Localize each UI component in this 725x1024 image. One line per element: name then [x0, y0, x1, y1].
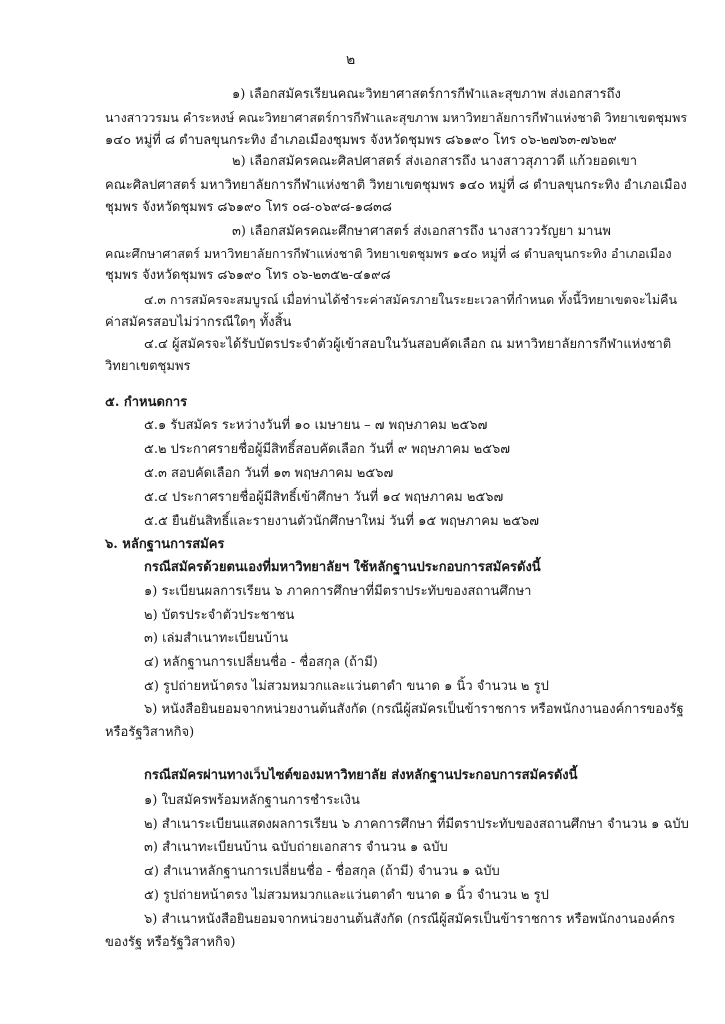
document-item: ๒) สำเนาระเบียนแสดงผลการเรียน ๖ ภาคการศึกษา ที่มีตราประทับของสถานศึกษา จำนวน ๑ ฉบับ	[144, 817, 689, 832]
schedule-item: ๕.๕ ยืนยันสิทธิ์และรายงานตัวนักศึกษาใหม่ วันที่ ๑๕ พฤษภาคม ๒๕๖๗	[144, 514, 540, 529]
document-item: ๖) สำเนาหนังสือยินยอมจากหน่วยงานต้นสังกัด (กรณีผู้สมัครเป็นข้าราชการ หรือพนักงานองค์กร	[144, 912, 675, 927]
section-6-heading: ๖. หลักฐานการสมัคร	[105, 537, 225, 552]
item-4-3-line-1: ๔.๓ การสมัครจะสมบูรณ์ เมื่อท่านได้ชำระค่าสมัครภายในระยะเวลาที่กำหนด ทั้งนี้วิทยาเขตจะไม่คืน	[144, 292, 678, 307]
faculty-education-line-1: ๓) เลือกสมัครคณะศึกษาศาสตร์ ส่งเอกสารถึง นางสาววรัญยา มานพ	[232, 224, 611, 239]
document-item: ๔) สำเนาหลักฐานการเปลี่ยนชื่อ - ชื่อสกุล (ถ้ามี) จำนวน ๑ ฉบับ	[144, 864, 500, 879]
case-walk-in-heading: กรณีสมัครด้วยตนเองที่มหาวิทยาลัยฯ ใช้หลักฐานประกอบการสมัครดังนี้	[144, 560, 541, 575]
document-item: ๕) รูปถ่ายหน้าตรง ไม่สวมหมวกและแว่นตาดำ ขนาด ๑ นิ้ว จำนวน ๒ รูป	[144, 679, 549, 694]
schedule-item: ๕.๓ สอบคัดเลือก วันที่ ๑๓ พฤษภาคม ๒๕๖๗	[144, 466, 394, 481]
faculty-sports-science-line-1: ๑) เลือกสมัครเรียนคณะวิทยาศาสตร์การกีฬาและสุขภาพ ส่งเอกสารถึง	[232, 87, 621, 102]
item-4-4-line-2: วิทยาเขตชุมพร	[105, 359, 191, 374]
document-item: ๔) หลักฐานการเปลี่ยนชื่อ - ชื่อสกุล (ถ้ามี)	[144, 655, 378, 670]
document-item-continuation: ของรัฐ หรือรัฐวิสาหกิจ)	[105, 935, 236, 950]
page-number: ๒	[346, 52, 356, 68]
schedule-item: ๕.๑ รับสมัคร ระหว่างวันที่ ๑๐ เมษายน – ๗ พฤษภาคม ๒๕๖๗	[144, 418, 488, 433]
item-4-3-line-2: ค่าสมัครสอบไม่ว่ากรณีใดๆ ทั้งสิ้น	[105, 315, 292, 330]
faculty-sports-science-line-3: ๑๔๐ หมู่ที่ ๘ ตำบลขุนกระทิง อำเภอเมืองชุมพร จังหวัดชุมพร ๘๖๑๙๐ โทร ๐๖-๒๗๖๓-๗๖๒๙	[105, 133, 617, 148]
item-4-4-line-1: ๔.๔ ผู้สมัครจะได้รับบัตรประจำตัวผู้เข้าสอบในวันสอบคัดเลือก ณ มหาวิทยาลัยการกีฬาแห่งชาติ	[144, 337, 672, 352]
document-item-continuation: หรือรัฐวิสาหกิจ)	[105, 725, 195, 740]
document-item: ๑) ระเบียนผลการเรียน ๖ ภาคการศึกษาที่มีตราประทับของสถานศึกษา	[144, 584, 532, 599]
faculty-education-line-3: ชุมพร จังหวัดชุมพร ๘๖๑๙๐ โทร ๐๖-๒๓๕๒-๔๑๙๘	[105, 268, 391, 283]
document-item: ๕) รูปถ่ายหน้าตรง ไม่สวมหมวกและแว่นตาดำ ขนาด ๑ นิ้ว จำนวน ๒ รูป	[144, 888, 549, 903]
section-5-heading: ๕. กำหนดการ	[105, 395, 188, 410]
faculty-education-line-2: คณะศึกษาศาสตร์ มหาวิทยาลัยการกีฬาแห่งชาติ วิทยาเขตชุมพร ๑๔๐ หมู่ที่ ๘ ตำบลขุนกระทิง อำเภอเมือง	[105, 246, 672, 261]
faculty-liberal-arts-line-2: คณะศิลปศาสตร์ มหาวิทยาลัยการกีฬาแห่งชาติ วิทยาเขตชุมพร ๑๔๐ หมู่ที่ ๘ ตำบลขุนกระทิง อำเภอเมือง	[105, 178, 687, 193]
faculty-sports-science-line-2: นางสาววรมน คำระหงษ์ คณะวิทยาศาสตร์การกีฬาและสุขภาพ มหาวิทยาลัยการกีฬาแห่งชาติ วิทยาเขตชุมพร	[105, 110, 688, 125]
faculty-liberal-arts-line-3: ชุมพร จังหวัดชุมพร ๘๖๑๙๐ โทร ๐๘-๐๖๙๘-๑๘๓๘	[105, 200, 392, 215]
schedule-item: ๕.๔ ประกาศรายชื่อผู้มีสิทธิ์เข้าศึกษา วันที่ ๑๔ พฤษภาคม ๒๕๖๗	[144, 490, 504, 505]
document-item: ๓) สำเนาทะเบียนบ้าน ฉบับถ่ายเอกสาร จำนวน ๑ ฉบับ	[144, 840, 448, 855]
document-item: ๖) หนังสือยินยอมจากหน่วยงานต้นสังกัด (กรณีผู้สมัครเป็นข้าราชการ หรือพนักงานองค์การของรัฐ	[144, 702, 684, 717]
schedule-item: ๕.๒ ประกาศรายชื่อผู้มีสิทธิ์สอบคัดเลือก วันที่ ๙ พฤษภาคม ๒๕๖๗	[144, 442, 511, 457]
document-item: ๑) ใบสมัครพร้อมหลักฐานการชำระเงิน	[144, 793, 360, 808]
document-item: ๓) เล่มสำเนาทะเบียนบ้าน	[144, 631, 289, 646]
faculty-liberal-arts-line-1: ๒) เลือกสมัครคณะศิลปศาสตร์ ส่งเอกสารถึง นางสาวสุภาวดี แก้วยอดเขา	[232, 154, 638, 169]
case-online-heading: กรณีสมัครผ่านทางเว็บไซต์ของมหาวิทยาลัย ส่งหลักฐานประกอบการสมัครดังนี้	[144, 768, 578, 783]
document-item: ๒) บัตรประจำตัวประชาชน	[144, 608, 295, 623]
